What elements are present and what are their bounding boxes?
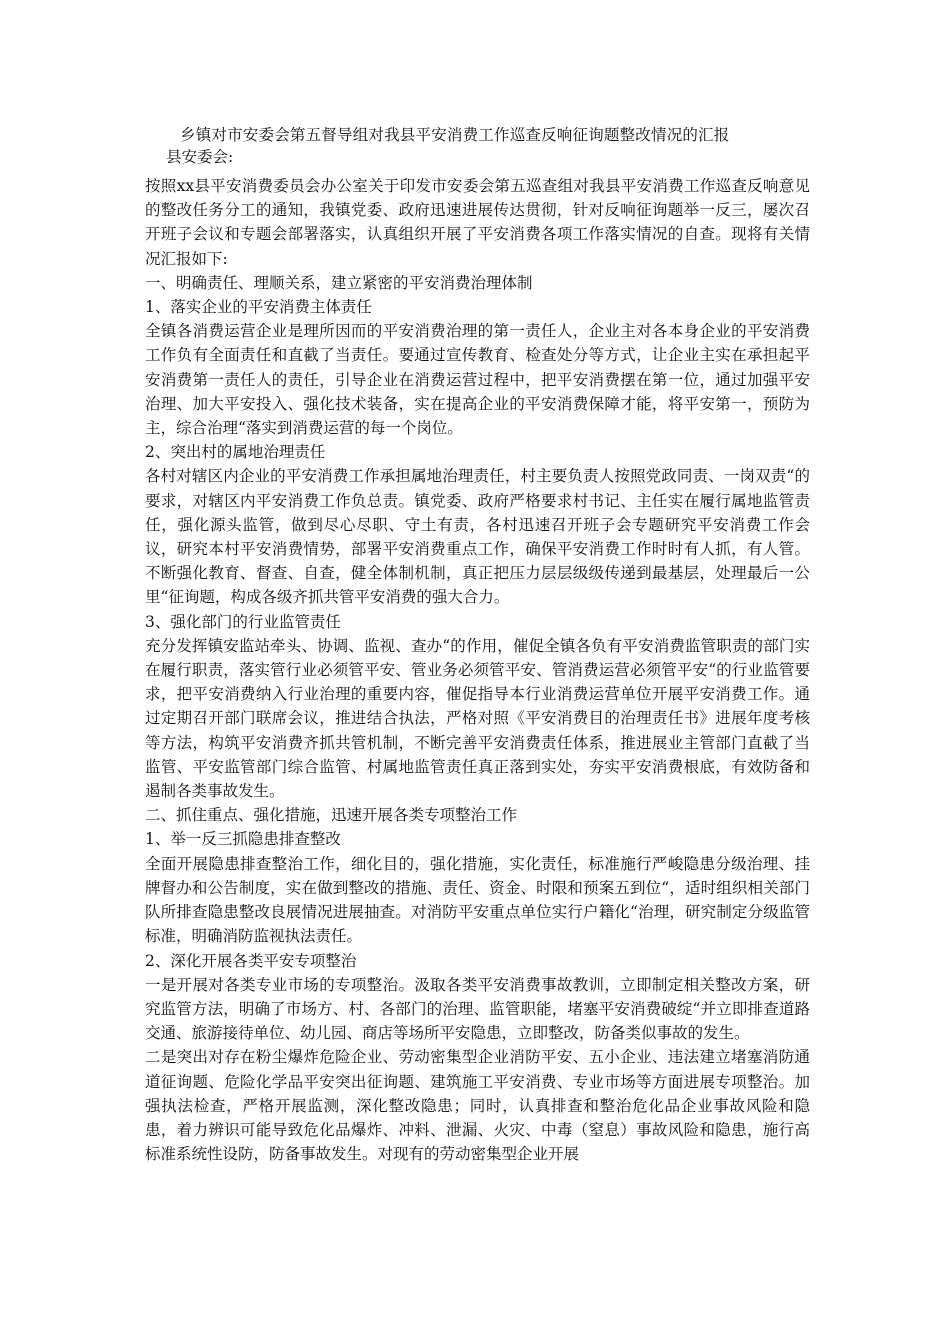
section-2-sub-2-paragraph-1: 一是开展对各类专业市场的专项整治。汲取各类平安消费事故教训，立即制定相关整改方案，研究监管方法，明确了市场方、村、各部门的治理、监管职能，堵塞平安消费破绽“并立即排查道路交通、旅游接待单位、幼儿园、商店等场所平安隐患，立即整改，防备类似事故的发生。 (145, 975, 810, 1043)
document-title: 乡镇对市安委会第五督导组对我县平安消费工作巡查反响征询题整改情况的汇报 (180, 126, 730, 144)
section-1-sub-1-paragraph: 全镇各消费运营企业是理所因而的平安消费治理的第一责任人，企业主对各本身企业的平安消费工作负有全面责任和直截了当责任。要通过宣传教育、检查处分等方式，让企业主实在承担起平安消费第一责任人的责任，引导企业在消费运营过程中，把平安消费摆在第一位，通过加强平安治理、加大平安投入、强化技术装备，实在提高企业的平安消费保障才能，将平安第一，预防为主，综合治理“落实到消费运营的每一个岗位。 (145, 322, 810, 438)
section-1-sub-2-heading: 2、突出村的属地治理责任 (145, 443, 326, 462)
salutation: 县安委会: (166, 148, 234, 166)
section-2-sub-1-heading: 1、举一反三抓隐患排查整改 (145, 830, 341, 849)
section-1-sub-3-heading: 3、强化部门的行业监管责任 (145, 612, 341, 631)
section-2-sub-2-heading: 2、深化开展各类平安专项整治 (145, 951, 357, 970)
section-1-heading: 一、明确责任、理顺关系，建立紧密的平安消费治理体制 (145, 273, 533, 292)
section-1-sub-1-heading: 1、落实企业的平安消费主体责任 (145, 298, 372, 317)
document-page (145, 124, 810, 1166)
section-2-heading: 二、抓住重点、强化措施，迅速开展各类专项整治工作 (145, 806, 518, 825)
intro-paragraph: 按照xx县平安消费委员会办公室关于印发市安委会第五巡查组对我县平安消费工作巡查反响意见的整改任务分工的通知，我镇党委、政府迅速进展传达贯彻，针对反响征询题举一反三，屡次召开班子会议和专题会部署落实，认真组织开展了平安消费各项工作落实情况的自查。现将有关情况汇报如下: (145, 177, 810, 268)
section-1-sub-2-paragraph: 各村对辖区内企业的平安消费工作承担属地治理责任，村主要负责人按照党政同责、一岗双责“的要求，对辖区内平安消费工作负总责。镇党委、政府严格要求村书记、主任实在履行属地监管责任，强化源头监管，做到尽心尽职、守土有责，各村迅速召开班子会专题研究平安消费工作会议，研究本村平安消费情势，部署平安消费重点工作，确保平安消费工作时时有人抓，有人管。不断强化教育、督查、自查，健全体制机制，真正把压力层层级级传递到最基层，处理最后一公里“征询题，构成各级齐抓共管平安消费的强大合力。 (145, 467, 810, 607)
section-2-sub-1-paragraph: 全面开展隐患排查整治工作，细化目的，强化措施，实化责任，标准施行严峻隐患分级治理、挂牌督办和公告制度，实在做到整改的措施、责任、资金、时限和预案五到位“，适时组织相关部门队所排查隐患整改良展情况进展抽查。对消防平安重点单位实行户籍化“治理，研究制定分级监管标准，明确消防监视执法责任。 (145, 854, 810, 946)
section-1-sub-3-paragraph: 充分发挥镇安监站牵头、协调、监视、查办“的作用，催促全镇各负有平安消费监管职责的部门实在履行职责，落实管行业必须管平安、管业务必须管平安、管消费运营必须管平安“的行业监管要求，把平安消费纳入行业治理的重要内容，催促指导本行业消费运营单位开展平安消费工作。通过定期召开部门联席会议，推进结合执法，严格对照《平安消费目的治理责任书》进展年度考核等方法，构筑平安消费齐抓共管机制，不断完善平安消费责任体系，推进展业主管部门直截了当监管、平安监管部门综合监管、村属地监管责任真正落到实处，夯实平安消费根底，有效防备和遏制各类事故发生。 (145, 636, 810, 801)
section-2-sub-2-paragraph-2: 二是突出对存在粉尘爆炸危险企业、劳动密集型企业消防平安、五小企业、违法建立堵塞消防通道征询题、危险化学品平安突出征询题、建筑施工平安消费、专业市场等方面进展专项整治。加强执法检查，严格开展监测，深化整改隐患；同时，认真排查和整治危化品企业事故风险和隐患，着力辨识可能导致危化品爆炸、冲料、泄漏、火灾、中毒（窒息）事故风险和隐患，施行高标准系统性设防，防备事故发生。对现有的劳动密集型企业开展 (145, 1048, 810, 1164)
